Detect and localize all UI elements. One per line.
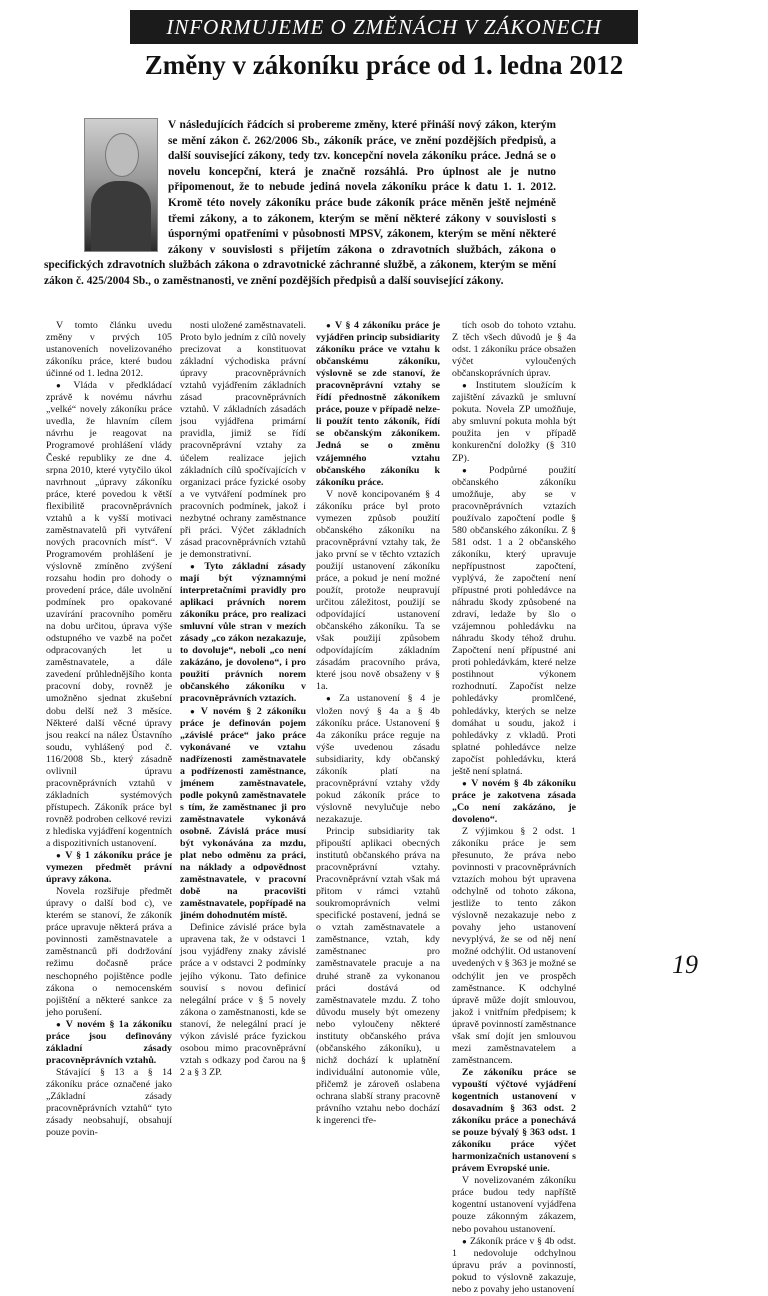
paragraph: Novela rozšiřuje předmět úpravy o další bod c), ve kterém se stanoví, že zákoník práce upravuje některá práva a povinnosti zaměstnavatele a zaměstnanců při dodržování režimu dočasně práce neschopného pojištěnce podle zákona o nemocenském pojištění a některé sankce za jeho porušení. bbox=[46, 886, 172, 1018]
text-column-1 bbox=[46, 320, 172, 1139]
article-title: Změny v zákoníku práce od 1. ledna 2012 bbox=[144, 50, 624, 80]
paragraph: Z výjimkou § 2 odst. 1 zákoníku práce je sem přesunuto, že práva nebo povinnosti v pracovněprávních vztazích mohou být upravena odchylně od tohoto zákona, jestliže to tento zákon výslovně nezakazuje nebo z povahy jeho ustanovení nevyplývá, že se od něj není možné odchýlit. Od ustanovení uvedených v § 363 je možné se odchýlit jen ve prospěch zaměstnance. K odchylné úpravě může dojít smlouvou, jakož i vnitřním předpisem; k úpravě povinností zaměstnance však smí dojít jen smlouvou mezi zaměstnavatelem a zaměstnancem. bbox=[452, 825, 576, 1066]
paragraph: ● V § 1 zákoníku práce je vymezen předmět právní úpravy zákona. bbox=[46, 850, 172, 886]
paragraph: ● V novém § 4b zákoníku práce je zakotvena zásada „Co není zakázáno, je dovoleno“. bbox=[452, 778, 576, 826]
paragraph: ● Zákoník práce v § 4b odst. 1 nedovoluje odchylnou úpravu práv a povinností, pokud to výslovně zakazuje, nebo z povahy jeho ustanovení bbox=[452, 1236, 576, 1296]
paragraph: ● Tyto základní zásady mají být významnými interpretačními pravidly pro aplikaci právních norem zákoníku práce, pro realizaci smluvní vůle stran v mezích zásady „co zákon nezakazuje, to dovoluje“, neboli „co není zakázáno, je dovoleno“, i pro použití právních norem občanského zákoníku v pracovněprávních vztazích. bbox=[180, 561, 306, 706]
text-column-4 bbox=[452, 320, 576, 1296]
paragraph: ● V § 4 zákoníku práce je vyjádřen princip subsidiarity zákoníku práce ve vztahu k občanskému zákoníku, výslovně se zde stanoví, že pracovněprávní vztahy se řídí přednostně zákoníkem práce, pouze v případě nelze-li použít tento zákoník, řídí se občanským zákoníkem. Jedná se o změnu vzájemného vztahu občanského zákoníku k zákoníku práce. bbox=[316, 320, 440, 489]
paragraph: ● Podpůrné použití občanského zákoníku umožňuje, aby se v pracovněprávních vztazích používalo započtení podle § 580 občanského zákoníku. Z § 581 odst. 1 a 2 občanského zákoníku, který upravuje nepřípustnost započtení, vyplývá, že započtení není přípustné proti pohledávce na náhradu škody způsobené na zdraví, ledaže by šlo o vzájemnou pohledávku na náhradu škody téhož druhu. Započtení není přípustné ani proti pohledávkám, které nelze postihnout výkonem rozhodnutí. Započíst nelze pohledávky promlčené, pohledávky, kterých se nelze domáhat u soudu, jakož i pohledávky z vkladů. Proti splatné pohledávce nelze započíst pohledávku, která ještě není splatná. bbox=[452, 465, 576, 778]
paragraph: ● V novém § 2 zákoníku práce je definován pojem „závislé práce“ jako práce vykonávané ve vztahu nadřízenosti zaměstnavatele a podřízenosti zaměstnance, jménem zaměstnavatele, podle pokynů zaměstnavatele s tím, že zaměstnanec ji pro zaměstnavatele vykonává osobně. Závislá práce musí být vykonávána za mzdu, plat nebo odměnu za práci, na náklady a odpovědnost zaměstnavatele, v pracovní době na pracovišti zaměstnavatele, popřípadě na jiném dohodnutém místě. bbox=[180, 706, 306, 923]
paragraph: ● Vláda v předkládací zprávě k novému návrhu „velké“ novely zákoníku práce uvedla, že hlavním cílem návrhu je reagovat na Programové prohlášení vlády České republiky ze dne 4. srpna 2010, které vytyčilo úkol navrhnout „úpravy zákoníku práce, které povedou k větší flexibilitě pracovněprávních vztahů a k vyšší motivaci zaměstnavatelů při vytváření nových pracovních míst“. V Programovém prohlášení je výslovně zmíněno zvýšení rozsahu hodin pro dohody o provedení práce, dále uvolnění podmínek pro opakované uzavírání pracovního poměru na dobu určitou, úprava výše odstupného ve vazbě na počet odpracovaných let u zaměstnavatele, a dále zavedení průhlednějšího konta pracovní doby, rovněž je umožněno sjednat zkušební dobu delší než 3 měsíce. Některé další věcné úpravy jsou reakcí na nález Ústavního soudu, vyhlášený pod č. 116/2008 Sb., který zásadně ovlivnil úpravu pracovněprávních vztahů v základních systémových přístupech. Zákoník práce byl rovněž podroben celkové revizi z hlediska vyjádření kogentních a dispozitivních ustanovení. bbox=[46, 380, 172, 850]
text-column-3 bbox=[316, 320, 440, 1127]
paragraph: Stávající § 13 a § 14 zákoníku práce označené jako „Základní zásady pracovněprávních vztahů“ tyto zásady neobsahují, obsahují pouze povin- bbox=[46, 1066, 172, 1139]
paragraph: tích osob do tohoto vztahu. Z těch všech důvodů je § 4a odst. 1 zákoníku práce obsažen výčet vyloučených občanskoprávních úprav. bbox=[452, 320, 576, 380]
paragraph: ● V novém § 1a zákoníku práce jsou definovány základní zásady pracovněprávních vztahů. bbox=[46, 1019, 172, 1067]
section-banner: INFORMUJEME O ZMĚNÁCH V ZÁKONECH bbox=[130, 10, 638, 44]
paragraph: ● Institutem sloužícím k zajištění závazků je smluvní pokuta. Novela ZP umožňuje, aby smluvní pokuta mohla být použita jen v případě konkurenční doložky (§ 310 ZP). bbox=[452, 380, 576, 464]
text-column-2 bbox=[180, 320, 306, 1079]
paragraph: Definice závislé práce byla upravena tak, že v odstavci 1 jsou vyjádřeny znaky závislé práce a v odstavci 2 podmínky jejího výkonu. Tato definice souvisí s novou definicí nelegální práce v § 5 novely zákona o zaměstnanosti, kde se stanoví, že nelegální prací je výkon závislé práce fyzickou osobou mimo pracovněprávní vztah s odkazy pod čarou na § 2 a § 3 ZP. bbox=[180, 922, 306, 1078]
lead-text: V následujících řádcích si probereme změny, které přináší nový zákon, kterým se mění zákon č. 262/2006 Sb., zákoník práce, ve znění pozdějších předpisů, a další související zákony, tedy tzv. koncepční novela zákoníku práce. Jedná se o novelu koncepční, která je značně rozsáhlá. Pro úplnost ale je nutno připomenout, že to nebude jediná novela zákoníku práce k datu 1. 1. 2012. Kromě této novely zákoníku práce bude zákoník práce měněn ještě nejméně třemi zákony, a to zákonem, kterým se mění některé zákony v souvislosti s úspornými opatřeními v působnosti MPSV, zákonem, kterým se mění některé zákony v souvislosti s přijetím zákona o zdravotních službách, zákona o specifických zdravotních službách zákona o zdravotnické záchranné službě, a zákonem, kterým se mění zákon č. 425/2004 Sb., o zaměstnanosti, ve znění pozdějších předpisů a další související zákony. bbox=[44, 119, 556, 287]
paragraph: nosti uložené zaměstnavateli. Proto bylo jedním z cílů novely precizovat a konstituovat základní východiska právní úpravy pracovněprávních vztahů vyjádřením základních zásad pracovněprávních vztahů. V základních zásadách jsou vyjádřena primární pravidla, jimiž se řídí pracovněprávní vztahy za účelem realizace jejich základních cílů spočívajících v organizaci práce fyzické osoby a ve vytváření podmínek pro pracovních podmínek, jakož i nezbytné ochrany zaměstnance při práci. Výčet základních zásad pracovněprávních vztahů je demonstrativní. bbox=[180, 320, 306, 560]
paragraph: V novelizovaném zákoníku práce budou tedy napříště kogentní ustanovení vyjádřena pouze zákonným zákazem, nebo povahou ustanovení. bbox=[452, 1175, 576, 1235]
paragraph: V tomto článku uvedu změny v prvých 105 ustanoveních novelizovaného zákoníku práce, které budou účinné od 1. ledna 2012. bbox=[46, 320, 172, 380]
article-lead bbox=[44, 118, 556, 290]
paragraph: ● Za ustanovení § 4 je vložen nový § 4a a § 4b zákoníku práce. Ustanovení § 4a zákoníku práce reguje na výše uvedenou zásadu subsidiarity, kdy občanský zákoník platí na pracovněprávní vztahy vždy pokud zákoník práce to výslovně nevylučuje nebo nezakazuje. bbox=[316, 693, 440, 826]
paragraph: Princip subsidiarity tak připouští aplikaci obecných institutů občanského práva na pracovněprávní vztahy. Pracovněprávní vztah však má přitom v rámci vztahů soukromoprávních velmi specifické postavení, jedná se o vztah zaměstnavatele a zaměstnance, vztah, kdy zaměstnanec pro zaměstnavatele pracuje a na druhé straně za vykonanou práci dostává od zaměstnavatele mzdu. Z toho důvodu musely být omezeny nebo vyloučeny některé instituty občanského práva (občanského zákoníku), u nichž dochází k uplatnění individuální autonomie vůle, přičemž je zároveň oslabena ochrana slabší strany pracovně právního vztahu nebo dochází k ingerenci tře- bbox=[316, 825, 440, 1127]
paragraph: V nově koncipovaném § 4 zákoníku práce byl proto vymezen způsob použití občanského zákoníku na pracovněprávní vztahy tak, že jako první se v těchto vztazích použijí ustanovení zákoníku práce, a pokud je není možné použít, protože neupravují určitou záležitost, použijí se odpovídající ustanovení občanského zákoníku. Ta se však použijí způsobem odpovídajícím základním zásadám pracovního práva, které jsou nově obsaženy v § 1a. bbox=[316, 488, 440, 693]
page-number: 19 bbox=[672, 950, 698, 979]
paragraph: Ze zákoníku práce se vypouští výčtové vyjádření kogentních ustanovení v dosavadním § 363 odst. 2 zákoníku práce a ponechává se pouze bývalý § 363 odst. 1 zákoníku práce výčet harmonizačních ustanovení s právem Evropské unie. bbox=[452, 1066, 576, 1175]
